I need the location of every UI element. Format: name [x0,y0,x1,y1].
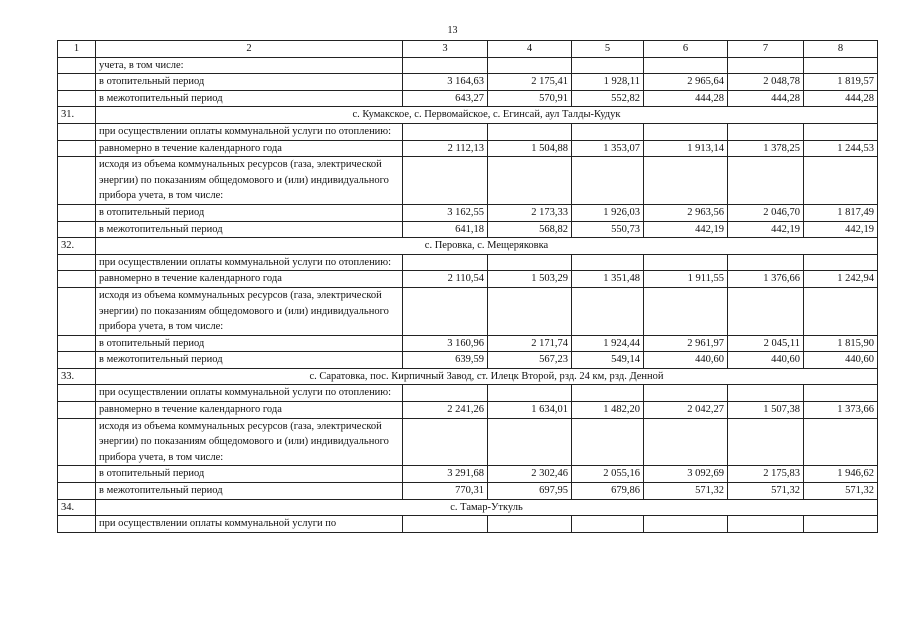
tariff-table [57,40,878,533]
value-cell: 2 171,74 [488,335,572,352]
section-row [58,107,878,124]
value-cell: 1 376,66 [728,271,804,288]
description-cell: в межотопительный период [96,483,403,500]
header-cell: 3 [403,41,488,58]
description-cell: исходя из объема коммунальных ресурсов (газа, электрической энергии) по показаниям общедомового и (или) индивидуального прибора учета, в том числе: [96,287,403,335]
value-cell [488,157,572,205]
value-cell: 1 911,55 [644,271,728,288]
value-cell [804,157,878,205]
value-cell: 1 353,07 [572,140,644,157]
value-cell: 2 175,83 [728,466,804,483]
value-cell: 1 928,11 [572,74,644,91]
value-cell: 1 913,14 [644,140,728,157]
value-cell: 1 373,66 [804,402,878,419]
value-cell [572,123,644,140]
value-cell: 1 244,53 [804,140,878,157]
value-cell: 697,95 [488,483,572,500]
header-cell: 4 [488,41,572,58]
index-cell [58,352,96,369]
section-index: 32. [58,238,96,255]
value-cell: 442,19 [644,221,728,238]
header-cell: 5 [572,41,644,58]
value-cell [644,516,728,533]
section-row [58,368,878,385]
value-cell [804,385,878,402]
value-cell: 440,60 [644,352,728,369]
index-cell [58,466,96,483]
index-cell [58,157,96,205]
index-cell [58,221,96,238]
value-cell: 571,32 [644,483,728,500]
value-cell: 2 241,26 [403,402,488,419]
header-cell: 2 [96,41,403,58]
value-cell: 643,27 [403,90,488,107]
text-row [58,254,878,271]
value-cell: 568,82 [488,221,572,238]
header-cell: 7 [728,41,804,58]
value-cell: 2 173,33 [488,204,572,221]
value-cell [488,418,572,466]
section-title: с. Кумакское, с. Первомайское, с. Егинсай, аул Талды-Кудук [96,107,878,124]
index-cell [58,483,96,500]
value-cell: 2 045,11 [728,335,804,352]
value-cell: 2 042,27 [644,402,728,419]
value-cell [488,287,572,335]
value-cell: 550,73 [572,221,644,238]
section-index: 34. [58,499,96,516]
description-cell: равномерно в течение календарного года [96,140,403,157]
value-cell: 442,19 [728,221,804,238]
data-row [58,402,878,419]
section-index: 33. [58,368,96,385]
value-cell [644,254,728,271]
section-row [58,499,878,516]
value-cell: 3 092,69 [644,466,728,483]
value-cell [728,516,804,533]
index-cell [58,204,96,221]
description-cell: при осуществлении оплаты коммунальной услуги по отоплению: [96,254,403,271]
value-cell [804,254,878,271]
value-cell [403,385,488,402]
value-cell [644,157,728,205]
value-cell [572,516,644,533]
value-cell: 2 048,78 [728,74,804,91]
value-cell [728,123,804,140]
index-cell [58,335,96,352]
value-cell: 3 291,68 [403,466,488,483]
value-cell [644,287,728,335]
value-cell: 571,32 [804,483,878,500]
value-cell: 567,23 [488,352,572,369]
value-cell [488,516,572,533]
value-cell [804,418,878,466]
description-cell: при осуществлении оплаты коммунальной услуги по отоплению: [96,385,403,402]
value-cell: 1 242,94 [804,271,878,288]
data-row [58,140,878,157]
index-cell [58,123,96,140]
value-cell: 1 482,20 [572,402,644,419]
text-row [58,418,878,466]
data-row [58,466,878,483]
text-row [58,287,878,335]
text-row [58,57,878,74]
description-cell: в отопительный период [96,74,403,91]
section-index: 31. [58,107,96,124]
value-cell [804,123,878,140]
value-cell [403,287,488,335]
value-cell: 1 507,38 [728,402,804,419]
text-row [58,157,878,205]
index-cell [58,74,96,91]
data-row [58,352,878,369]
data-row [58,74,878,91]
value-cell: 3 160,96 [403,335,488,352]
header-cell: 8 [804,41,878,58]
value-cell: 1 926,03 [572,204,644,221]
description-cell: в отопительный период [96,335,403,352]
data-row [58,204,878,221]
value-cell [572,287,644,335]
description-cell: в межотопительный период [96,221,403,238]
section-title: с. Саратовка, пос. Кирпичный Завод, ст. Илецк Второй, рзд. 24 км, рзд. Денной [96,368,878,385]
value-cell [644,123,728,140]
value-cell: 1 817,49 [804,204,878,221]
value-cell [728,418,804,466]
value-cell: 2 112,13 [403,140,488,157]
value-cell: 549,14 [572,352,644,369]
value-cell: 571,32 [728,483,804,500]
value-cell: 570,91 [488,90,572,107]
value-cell [728,57,804,74]
header-cell: 6 [644,41,728,58]
value-cell [572,254,644,271]
value-cell [572,385,644,402]
data-row [58,221,878,238]
value-cell [403,123,488,140]
table-body [58,41,878,533]
value-cell: 679,86 [572,483,644,500]
index-cell [58,57,96,74]
header-row [58,41,878,58]
value-cell [488,254,572,271]
value-cell: 2 965,64 [644,74,728,91]
index-cell [58,271,96,288]
value-cell: 1 503,29 [488,271,572,288]
value-cell: 2 055,16 [572,466,644,483]
value-cell [572,418,644,466]
data-row [58,271,878,288]
value-cell: 2 175,41 [488,74,572,91]
description-cell: учета, в том числе: [96,57,403,74]
value-cell [403,157,488,205]
value-cell: 2 302,46 [488,466,572,483]
data-row [58,90,878,107]
description-cell: исходя из объема коммунальных ресурсов (газа, электрической энергии) по показаниям общедомового и (или) индивидуального прибора учета, в том числе: [96,418,403,466]
description-cell: в отопительный период [96,204,403,221]
value-cell: 552,82 [572,90,644,107]
value-cell [728,157,804,205]
description-cell: равномерно в течение календарного года [96,271,403,288]
value-cell: 440,60 [728,352,804,369]
data-row [58,483,878,500]
section-row [58,238,878,255]
index-cell [58,140,96,157]
value-cell: 1 815,90 [804,335,878,352]
index-cell [58,418,96,466]
value-cell: 1 378,25 [728,140,804,157]
value-cell [804,57,878,74]
value-cell [644,57,728,74]
value-cell [403,516,488,533]
value-cell [728,287,804,335]
value-cell [403,57,488,74]
text-row [58,123,878,140]
value-cell [403,254,488,271]
value-cell [488,385,572,402]
index-cell [58,287,96,335]
value-cell: 2 110,54 [403,271,488,288]
value-cell: 770,31 [403,483,488,500]
value-cell: 440,60 [804,352,878,369]
value-cell [403,418,488,466]
value-cell: 442,19 [804,221,878,238]
index-cell [58,254,96,271]
value-cell [804,287,878,335]
data-row [58,335,878,352]
description-cell: при осуществлении оплаты коммунальной услуги по отоплению: [96,123,403,140]
header-cell: 1 [58,41,96,58]
index-cell [58,90,96,107]
value-cell [728,254,804,271]
index-cell [58,516,96,533]
value-cell: 1 819,57 [804,74,878,91]
value-cell: 444,28 [644,90,728,107]
page-number: 13 [447,25,458,36]
description-cell: в межотопительный период [96,90,403,107]
value-cell [572,57,644,74]
value-cell: 1 924,44 [572,335,644,352]
value-cell [488,57,572,74]
value-cell: 444,28 [804,90,878,107]
value-cell [644,418,728,466]
value-cell [572,157,644,205]
index-cell [58,385,96,402]
value-cell: 2 961,97 [644,335,728,352]
text-row [58,516,878,533]
description-cell: в межотопительный период [96,352,403,369]
value-cell: 3 164,63 [403,74,488,91]
section-title: с. Тамар-Уткуль [96,499,878,516]
value-cell: 444,28 [728,90,804,107]
value-cell [804,516,878,533]
value-cell: 1 634,01 [488,402,572,419]
description-cell: исходя из объема коммунальных ресурсов (газа, электрической энергии) по показаниям общедомового и (или) индивидуального прибора учета, в том числе: [96,157,403,205]
value-cell: 1 504,88 [488,140,572,157]
value-cell: 3 162,55 [403,204,488,221]
index-cell [58,402,96,419]
value-cell [488,123,572,140]
value-cell [728,385,804,402]
text-row [58,385,878,402]
value-cell: 2 963,56 [644,204,728,221]
description-cell: в отопительный период [96,466,403,483]
value-cell: 1 946,62 [804,466,878,483]
description-cell: при осуществлении оплаты коммунальной услуги по [96,516,403,533]
description-cell: равномерно в течение календарного года [96,402,403,419]
section-title: с. Перовка, с. Мещеряковка [96,238,878,255]
value-cell [644,385,728,402]
value-cell: 639,59 [403,352,488,369]
value-cell: 641,18 [403,221,488,238]
value-cell: 1 351,48 [572,271,644,288]
value-cell: 2 046,70 [728,204,804,221]
